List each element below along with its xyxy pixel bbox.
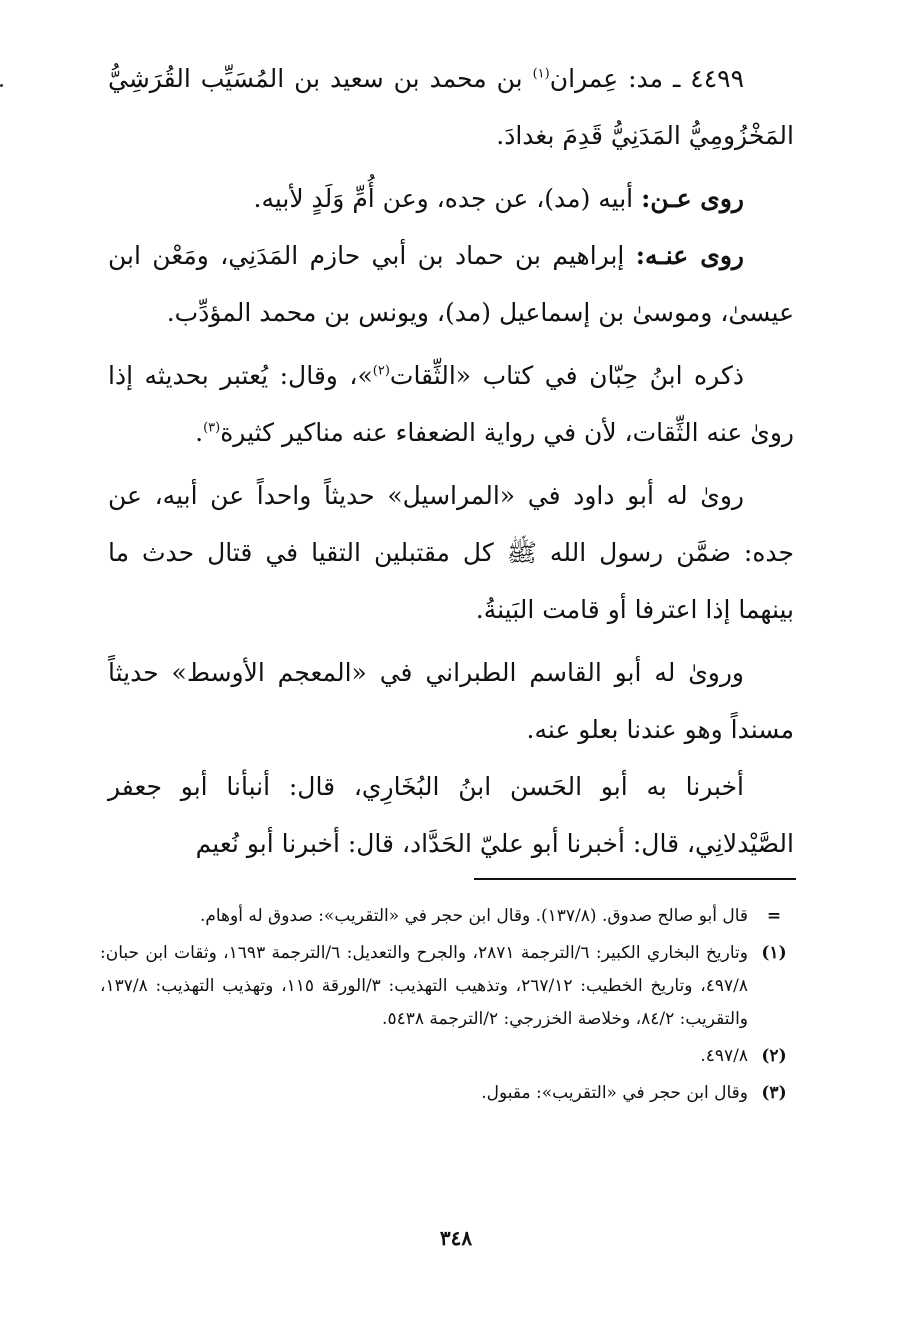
- footnote-ref-1[interactable]: (١): [532, 66, 550, 82]
- narrated-by-text: إبراهيم بن حماد بن أبي حازم المَدَنِي، ومَعْن ابن عيسىٰ، وموسىٰ بن إسماعيل (مد)، ويونس بن محمد المؤدِّب.: [108, 241, 794, 327]
- footnote-text: وقال ابن حجر في «التقريب»: مقبول.: [481, 1083, 748, 1103]
- narrated-from-label: روى عـن:: [641, 184, 744, 213]
- isnad-paragraph: أخبرنا به أبو الحَسن ابنُ البُخَارِي، قال: أنبأنا أبو جعفر الصَّيْدلانِي، قال: أخبرنا أبو عليّ الحَدَّاد، قال: أخبرنا أبو نُعيم: [108, 772, 794, 858]
- narrated-by: [108, 227, 794, 341]
- footnote-mark: =: [766, 906, 782, 926]
- main-text: [108, 50, 794, 872]
- footnote-mark: (١): [761, 943, 787, 963]
- footnote-mark: (٣): [761, 1083, 787, 1103]
- footnote-ref-3[interactable]: (٣): [203, 420, 221, 436]
- tabarani-paragraph: وروىٰ له أبو القاسم الطبراني في «المعجم الأوسط» حديثاً مسنداً وهو عندنا بعلو عنه.: [108, 658, 794, 744]
- footnote-text: قال أبو صالح صدوق. (١٣٧/٨). وقال ابن حجر في «التقريب»: صدوق له أوهام.: [199, 906, 748, 926]
- footnote-text: وتاريخ البخاري الكبير: ٦/الترجمة ٢٨٧١، والجرح والتعديل: ٦/الترجمة ١٦٩٣، وثقات ابن حبان: ٤٩٧/٨، وتاريخ الخطيب: ٢٦٧/١٢، وتذهيب التهذيب: ٣/الورقة ١١٥، وتهذيب التهذيب: ١٣٧/٨، والتقريب: ٨٤/٢، وخلاصة الخزرجي: ٢/الترجمة ٥٤٣٨.: [100, 943, 748, 1029]
- footnotes: [100, 900, 800, 1114]
- entry-title-rest: بن محمد بن سعيد بن المُسَيِّب القُرَشِيُّ المَخْزُومِيُّ المَدَنِيُّ قَدِمَ بغدادَ.: [108, 64, 794, 150]
- footnote-1: [100, 937, 800, 1036]
- footnote-2: [100, 1040, 800, 1073]
- footnote-mark: (٢): [761, 1046, 787, 1066]
- ibn-hibban-text-start: ذكره ابنُ حِبّان في كتاب «الثِّقات: [389, 361, 744, 390]
- footnote-continued: [100, 900, 800, 933]
- abu-dawud-paragraph: روىٰ له أبو داود في «المراسيل» حديثاً واحداً عن أبيه، عن جده: ضمَّن رسول الله ﷺ كل مقتبلين التقيا في قتال حدث ما بينهما إذا اعترفا أو قامت البَينةُ.: [108, 481, 794, 624]
- entry-heading: [108, 50, 794, 164]
- footnote-separator: [474, 878, 796, 880]
- ibn-hibban-text-end: .: [195, 418, 204, 447]
- margin-mark: [0, 84, 3, 87]
- page-number: ٣٤٨: [439, 1226, 473, 1250]
- ibn-hibban-text-middle: »، وقال: يُعتبر بحديثه إذا روىٰ عنه الثِّقات، لأن في رواية الضعفاء عنه مناكير كثيرة: [108, 361, 794, 447]
- footnote-text: ٤٩٧/٨.: [700, 1046, 748, 1066]
- footnote-3: [100, 1077, 800, 1110]
- footnote-ref-2[interactable]: (٢): [372, 363, 390, 379]
- entry-title: ٤٤٩٩ ـ مد: عِمران: [549, 64, 744, 93]
- narrated-by-label: روى عنـه:: [635, 241, 744, 270]
- narrated-from-text: أبيه (مد)، عن جده، وعن أُمِّ وَلَدٍ لأبيه.: [253, 184, 642, 213]
- ibn-hibban-paragraph: [108, 347, 794, 461]
- narrated-from: [108, 170, 794, 227]
